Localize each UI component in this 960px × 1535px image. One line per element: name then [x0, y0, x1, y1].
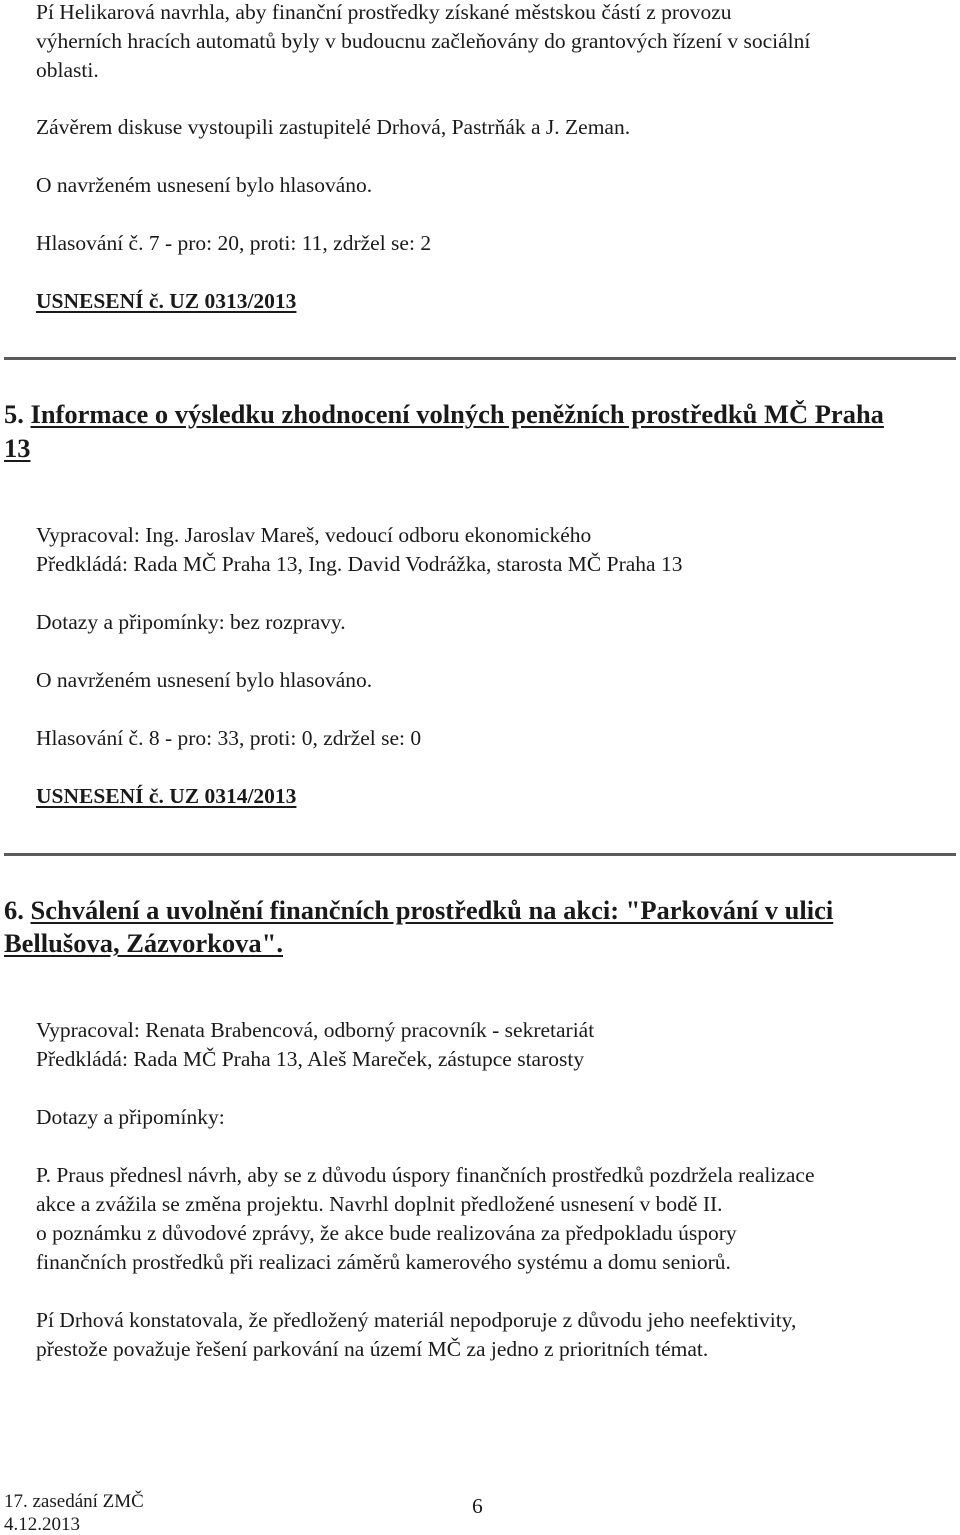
page-number: 6	[472, 1494, 483, 1518]
item6-heading	[4, 897, 833, 924]
resolution-0313: USNESENÍ č. UZ 0313/2013	[36, 289, 297, 313]
item5-prepared-by: Vypracoval: Ing. Jaroslav Mareš, vedoucí odboru ekonomického	[36, 523, 592, 547]
closing-discussion: Závěrem diskuse vystoupili zastupitelé Drhová, Pastrňák a J. Zeman.	[36, 115, 631, 139]
vote-statement-8: O navrženém usnesení bylo hlasováno.	[36, 668, 373, 692]
item6-title-line2: Bellušova, Zázvorkova".	[4, 928, 283, 958]
item6-title-line1: Schválení a uvolnění finančních prostředků na akci: "Parkování v ulici	[30, 895, 834, 925]
item6-questions: Dotazy a připomínky:	[36, 1105, 225, 1129]
drhova-line-2: přestože považuje řešení parkování na území MČ za jedno z prioritních témat.	[36, 1337, 709, 1361]
helikarova-line-2: výherních hracích automatů byly v budoucnu začleňovány do grantových řízení v sociální	[36, 29, 811, 53]
footer-date: 4.12.2013	[4, 1514, 80, 1535]
item5-questions: Dotazy a připomínky: bez rozpravy.	[36, 610, 346, 634]
praus-line-1: P. Praus přednesl návrh, aby se z důvodu úspory finančních prostředků pozdržela realizace	[36, 1163, 815, 1187]
vote-statement-7: O navrženém usnesení bylo hlasováno.	[36, 173, 373, 197]
praus-line-2: akce a zvážila se změna projektu. Navrhl doplnit předložené usnesení v bodě II.	[36, 1192, 723, 1216]
item6-number: 6.	[4, 895, 24, 925]
item5-title-line1: Informace o výsledku zhodnocení volných peněžních prostředků MČ Praha	[30, 399, 884, 429]
item6-submitted-by: Předkládá: Rada MČ Praha 13, Aleš Mareček, zástupce starosty	[36, 1047, 585, 1071]
vote-result-8: Hlasování č. 8 - pro: 33, proti: 0, zdržel se: 0	[36, 726, 422, 750]
praus-line-3: o poznámku z důvodové zprávy, že akce bude realizována za předpokladu úspory	[36, 1221, 737, 1245]
vote-result-7: Hlasování č. 7 - pro: 20, proti: 11, zdržel se: 2	[36, 231, 432, 255]
resolution-0314: USNESENÍ č. UZ 0314/2013	[36, 784, 297, 808]
drhova-line-1: Pí Drhová konstatovala, že předložený materiál nepodporuje z důvodu jeho neefektivity,	[36, 1308, 797, 1332]
praus-line-4: finančních prostředků při realizaci záměrů kamerového systému a domu seniorů.	[36, 1250, 731, 1274]
item5-title-line2: 13	[4, 433, 31, 463]
helikarova-line-1: Pí Helikarová navrhla, aby finanční prostředky získané městskou částí z provozu	[36, 0, 732, 24]
item5-submitted-by: Předkládá: Rada MČ Praha 13, Ing. David Vodrážka, starosta MČ Praha 13	[36, 552, 683, 576]
item5-heading	[4, 401, 884, 428]
item5-number: 5.	[4, 399, 24, 429]
section-divider	[4, 357, 956, 360]
helikarova-line-3: oblasti.	[36, 58, 99, 82]
footer-session: 17. zasedání ZMČ	[4, 1491, 144, 1512]
section-divider	[4, 853, 956, 856]
item6-prepared-by: Vypracoval: Renata Brabencová, odborný pracovník - sekretariát	[36, 1018, 595, 1042]
